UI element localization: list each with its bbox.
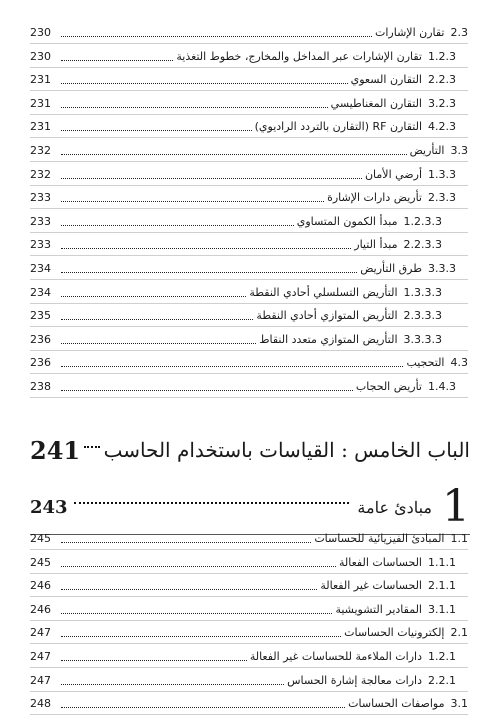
chapter-title: مبادئ عامة	[357, 497, 432, 517]
toc-entry	[30, 666, 468, 690]
toc-entry	[30, 136, 468, 160]
toc-entry	[30, 65, 468, 89]
toc-entry-title: مبدأ التيار	[354, 238, 398, 252]
toc-entry-number: 1.2.3	[428, 49, 456, 63]
toc-entry	[30, 89, 468, 113]
toc-leader-dots	[61, 636, 341, 637]
toc-entry-number: 2.1	[450, 626, 468, 640]
toc-entry	[30, 548, 468, 572]
toc-entry-number: 2.3	[450, 26, 468, 39]
toc-leader-dots	[61, 684, 284, 685]
toc-entry-number: 3.1.1	[428, 602, 456, 616]
toc-entry-number: 3.2.3	[428, 96, 456, 110]
toc-entry	[30, 278, 468, 302]
toc-leader-dots	[61, 272, 357, 273]
toc-entry-title: الحساسات غير الفعالة	[320, 579, 422, 593]
toc-entry-title: تأريض دارات الإشارة	[327, 191, 422, 205]
toc-entry-number: 4.2.3	[428, 120, 456, 134]
toc-leader-dots	[61, 589, 317, 590]
toc-entry	[30, 160, 468, 184]
toc-entry-page: 236	[30, 356, 51, 370]
toc-entry	[30, 42, 468, 66]
toc-row-divider	[30, 714, 468, 715]
toc-entry-page: 247	[30, 626, 51, 640]
toc-entry-page: 231	[30, 96, 51, 110]
toc-leader-dots	[61, 390, 353, 391]
toc-entry	[30, 183, 468, 207]
toc-entry-number: 2.2.3	[428, 73, 456, 87]
toc-entry-number: 1.2.3.3	[403, 214, 442, 228]
toc-leader-dots	[61, 566, 336, 567]
toc-entry	[30, 595, 468, 619]
toc-entry	[30, 230, 468, 254]
toc-entry-title: إلكترونيات الحساسات	[344, 626, 445, 640]
toc-entry	[30, 18, 468, 42]
toc-entry-title: التقارن السعوي	[350, 73, 422, 87]
toc-entry-title: أرضي الأمان	[364, 167, 422, 181]
toc-entry-number: 3.3.3.3	[403, 332, 442, 346]
toc-entry	[30, 301, 468, 325]
toc-entry-page: 233	[30, 214, 51, 228]
toc-leader-dots	[61, 542, 311, 543]
toc-entry-number: 4.3	[450, 356, 468, 370]
toc-entry	[30, 112, 468, 136]
toc-leader-dots	[61, 178, 362, 179]
toc-entry	[30, 348, 468, 372]
toc-leader-dots	[61, 660, 247, 661]
toc-entry-number: 1.3.3.3	[403, 285, 442, 299]
toc-leader-dots	[61, 201, 324, 202]
toc-entry-number: 3.3	[450, 144, 468, 157]
toc-entry-number: 2.3.3	[428, 191, 456, 205]
toc-leader-dots	[61, 366, 403, 367]
toc-entry-page: 247	[30, 650, 51, 663]
toc-entry-page: 230	[30, 26, 51, 39]
toc-entry-page: 231	[30, 73, 51, 87]
toc-leader-dots	[61, 60, 173, 61]
toc-entry-title: دارات معالجة إشارة الحساس	[287, 673, 422, 687]
toc-entry-page: 245	[30, 532, 51, 545]
toc-entry-title: مبدأ الكمون المتساوي	[296, 214, 398, 228]
toc-entry-page: 233	[30, 191, 51, 205]
toc-entry-page: 231	[30, 120, 51, 134]
toc-entry-page: 230	[30, 49, 51, 63]
toc-entry-page: 235	[30, 309, 51, 323]
toc-entry	[30, 618, 468, 642]
toc-leader-dots	[61, 154, 407, 155]
toc-leader-dots	[61, 296, 246, 297]
toc-entry	[30, 642, 468, 666]
chapter-number: 1	[442, 481, 470, 532]
toc-entry-number: 3.1	[450, 697, 468, 711]
toc-leader-dots	[61, 613, 332, 614]
toc-row-divider	[30, 397, 468, 398]
part-page-number: 241	[30, 435, 81, 465]
toc-entry-title: المبادئ الفيزيائية للحساسات	[314, 532, 445, 545]
toc-entry-title: التأريض المتوازي أحادي النقطة	[256, 309, 398, 323]
toc-leader-dots	[61, 107, 328, 108]
toc-entry-title: تقارن الإشارات عبر المداخل والمخارج، خطوط التغذية	[176, 49, 422, 63]
toc-entry-title: المقادير التشويشية	[335, 602, 422, 616]
toc-entry-title: التأريض	[409, 144, 445, 157]
toc-entry	[30, 524, 468, 548]
part-leader-dots	[84, 446, 99, 448]
toc-entry-title: تأريض الحجاب	[355, 380, 422, 393]
toc-entry-page: 246	[30, 579, 51, 593]
toc-entry	[30, 254, 468, 278]
toc-leader-dots	[61, 248, 351, 249]
toc-entry-number: 1.2.1	[428, 650, 456, 663]
toc-entry-title: التأريض التسلسلي أحادي النقطة	[249, 285, 398, 299]
toc-entry-title: تقارن الإشارات	[375, 26, 445, 39]
toc-leader-dots	[61, 707, 345, 708]
toc-entry-number: 2.2.1	[428, 673, 456, 687]
toc-entry-number: 1.1.1	[428, 555, 456, 569]
chapter-leader-dots	[74, 502, 350, 504]
toc-entry	[30, 207, 468, 231]
toc-leader-dots	[61, 130, 252, 131]
toc-entry-title: الحساسات الفعالة	[339, 555, 422, 569]
toc-entry	[30, 571, 468, 595]
toc-entry	[30, 325, 468, 349]
part-title: الباب الخامس : القياسات باستخدام الحاسب	[103, 438, 470, 462]
toc-entry-title: التقارن المغناطيسي	[330, 96, 422, 110]
toc-entry-page: 245	[30, 555, 51, 569]
toc-leader-dots	[61, 319, 253, 320]
toc-entry-number: 1.1	[450, 532, 468, 545]
toc-entry-title: التحجيب	[406, 356, 445, 370]
toc-entry-number: 1.3.3	[428, 167, 456, 181]
toc-entry-number: 2.3.3.3	[403, 309, 442, 323]
toc-leader-dots	[61, 225, 294, 226]
part-heading	[30, 432, 470, 468]
toc-entry-page: 238	[30, 380, 51, 393]
toc-entry-title: طرق التأريض	[360, 262, 422, 275]
toc-entry-page: 232	[30, 144, 51, 157]
toc-entry-number: 1.4.3	[428, 380, 456, 393]
toc-entry-number: 2.2.3.3	[403, 238, 442, 252]
toc-entry-page: 246	[30, 602, 51, 616]
toc-leader-dots	[61, 343, 256, 344]
toc-entry-title: التقارن RF (التقارن بالتردد الراديوي)	[254, 120, 422, 134]
toc-entry-number: 2.1.1	[428, 579, 456, 593]
toc-entry-number: 3.3.3	[428, 262, 456, 275]
toc-entry-page: 232	[30, 167, 51, 181]
toc-entry-page: 233	[30, 238, 51, 252]
toc-entry-page: 236	[30, 332, 51, 346]
toc-entry	[30, 689, 468, 713]
toc-entry-page: 234	[30, 285, 51, 299]
toc-entry-page: 247	[30, 673, 51, 687]
toc-entry	[30, 372, 468, 396]
toc-leader-dots	[61, 83, 348, 84]
toc-leader-dots	[61, 36, 372, 37]
toc-entry-title: دارات الملاءمة للحساسات غير الفعالة	[249, 650, 422, 663]
toc-entry-title: مواصفات الحساسات	[348, 697, 445, 711]
toc-entry-title: التأريض المتوازي متعدد النقاط	[259, 332, 398, 346]
toc-entry-page: 248	[30, 697, 51, 711]
toc-entry-page: 234	[30, 262, 51, 275]
chapter-page-number: 243	[30, 496, 68, 518]
